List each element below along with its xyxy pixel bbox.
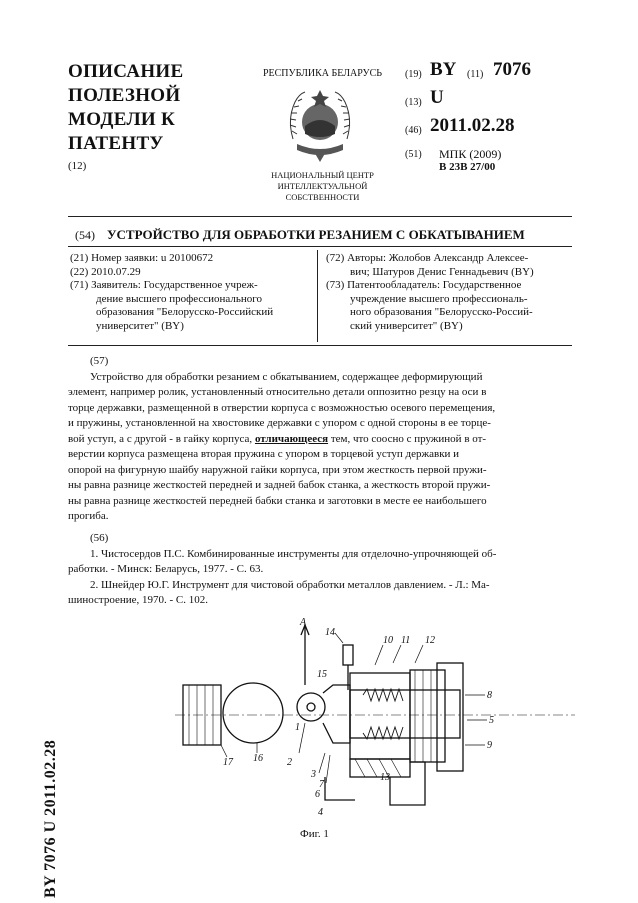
figure-label: 5	[489, 715, 494, 726]
application-data: (21) Номер заявки: u 20100672 (22) 2010.07.29 (71) Заявитель: Государственное учреж- дение высшего профессионального образования "Белорусско-Российский университет" (BY)	[70, 252, 274, 332]
title-line: ПОЛЕЗНОЙ	[68, 85, 181, 106]
figure-label: 13	[380, 772, 390, 783]
figure-label: 3	[311, 769, 316, 780]
code-12: (12)	[68, 160, 87, 172]
figure-label: 11	[401, 635, 411, 646]
ipc-label: МПК (2009)	[439, 147, 502, 161]
figure-label: 15	[317, 669, 327, 680]
title-line: ПАТЕНТУ	[68, 133, 164, 154]
state-emblem-icon	[283, 84, 357, 164]
invention-title: (54) УСТРОЙСТВО ДЛЯ ОБРАБОТКИ РЕЗАНИЕМ С ОБКАТЫВАНИЕМ	[75, 227, 525, 242]
document-title	[68, 60, 183, 156]
kind-code: U	[430, 87, 444, 108]
publication-date: 2011.02.28	[430, 115, 515, 136]
ipc-class: B 23B 27/00	[439, 161, 496, 173]
side-document-id: BY 7076 U 2011.02.28	[42, 739, 59, 898]
figure-label: 17	[223, 757, 233, 768]
figure-label: 12	[425, 635, 435, 646]
title-line: ОПИСАНИЕ	[68, 61, 184, 82]
figure-label: 4	[318, 807, 323, 818]
figure-label: 2	[287, 757, 292, 768]
divider	[68, 246, 572, 247]
republic-label: РЕСПУБЛИКА БЕЛАРУСЬ	[262, 68, 383, 79]
patent-number: 7076	[493, 59, 531, 80]
figure-label: 9	[487, 740, 492, 751]
title-line: МОДЕЛИ К	[68, 109, 176, 130]
figure-label: 10	[383, 635, 393, 646]
figure-label: 8	[487, 690, 492, 701]
figure-label: 6	[315, 789, 320, 800]
figure-caption: Фиг. 1	[300, 828, 329, 840]
national-center-label: НАЦИОНАЛЬНЫЙ ЦЕНТР ИНТЕЛЛЕКТУАЛЬНОЙ СОБСТВЕННОСТИ	[271, 170, 374, 202]
figure-label: 7	[319, 779, 324, 790]
divider	[68, 345, 572, 346]
figure-label: A	[300, 617, 307, 628]
references: (56) 1. Чистосердов П.С. Комбинированные инструменты для отделочно-упрочняющей об- работки. - Минск: Беларусь, 1977. - С. 63. 2. Шнейдер Ю.Г. Инструмент для чистовой обработки металлов давлением. - Л.: Ма- шиностроение, 1970. - С. 102.	[68, 532, 497, 606]
column-divider	[317, 250, 318, 342]
figure-label: 1	[295, 722, 300, 733]
claim-keyword: отличающееся	[254, 432, 329, 445]
figure-label: 16	[253, 753, 263, 764]
inventor-data: (72) Авторы: Жолобов Александр Алексее- вич; Шатуров Денис Геннадьевич (BY) (73) Патентообладатель: Государственное учреждение высшего профессиональ- ного образования "Белорусско-Россий- ский университет" (BY)	[326, 252, 534, 332]
figure-label: 14	[325, 627, 335, 638]
country-code: BY	[430, 59, 457, 80]
divider	[68, 216, 572, 217]
abstract: (57) Устройство для обработки резанием с обкатыванием, содержащее деформирующий элемент, например ролик, установленный относительно детали оппозитно резцу на оси в торце державки, размещенной в отверстии корпуса с возможностью осевого перемещения, и пружины, установленной на хвостовике державки с упором с одной стороны в ее торце- вой уступ, а с другой - в гайку корпуса, отличающееся тем, что соосно с пружиной в от- верстии корпуса размещена вторая пружина с упором в торцевой уступ державки и опорой на фигурную шайбу наружной гайки корпуса, при этом жесткость первой пружи- ны равна разнице жесткостей передней и задней бабок станка, а жесткость второй пружи- ны равна разнице жесткостей передней бабки станка и заготовки в месте ее наибольшего прогиба.	[68, 355, 496, 522]
technical-drawing	[175, 615, 575, 820]
